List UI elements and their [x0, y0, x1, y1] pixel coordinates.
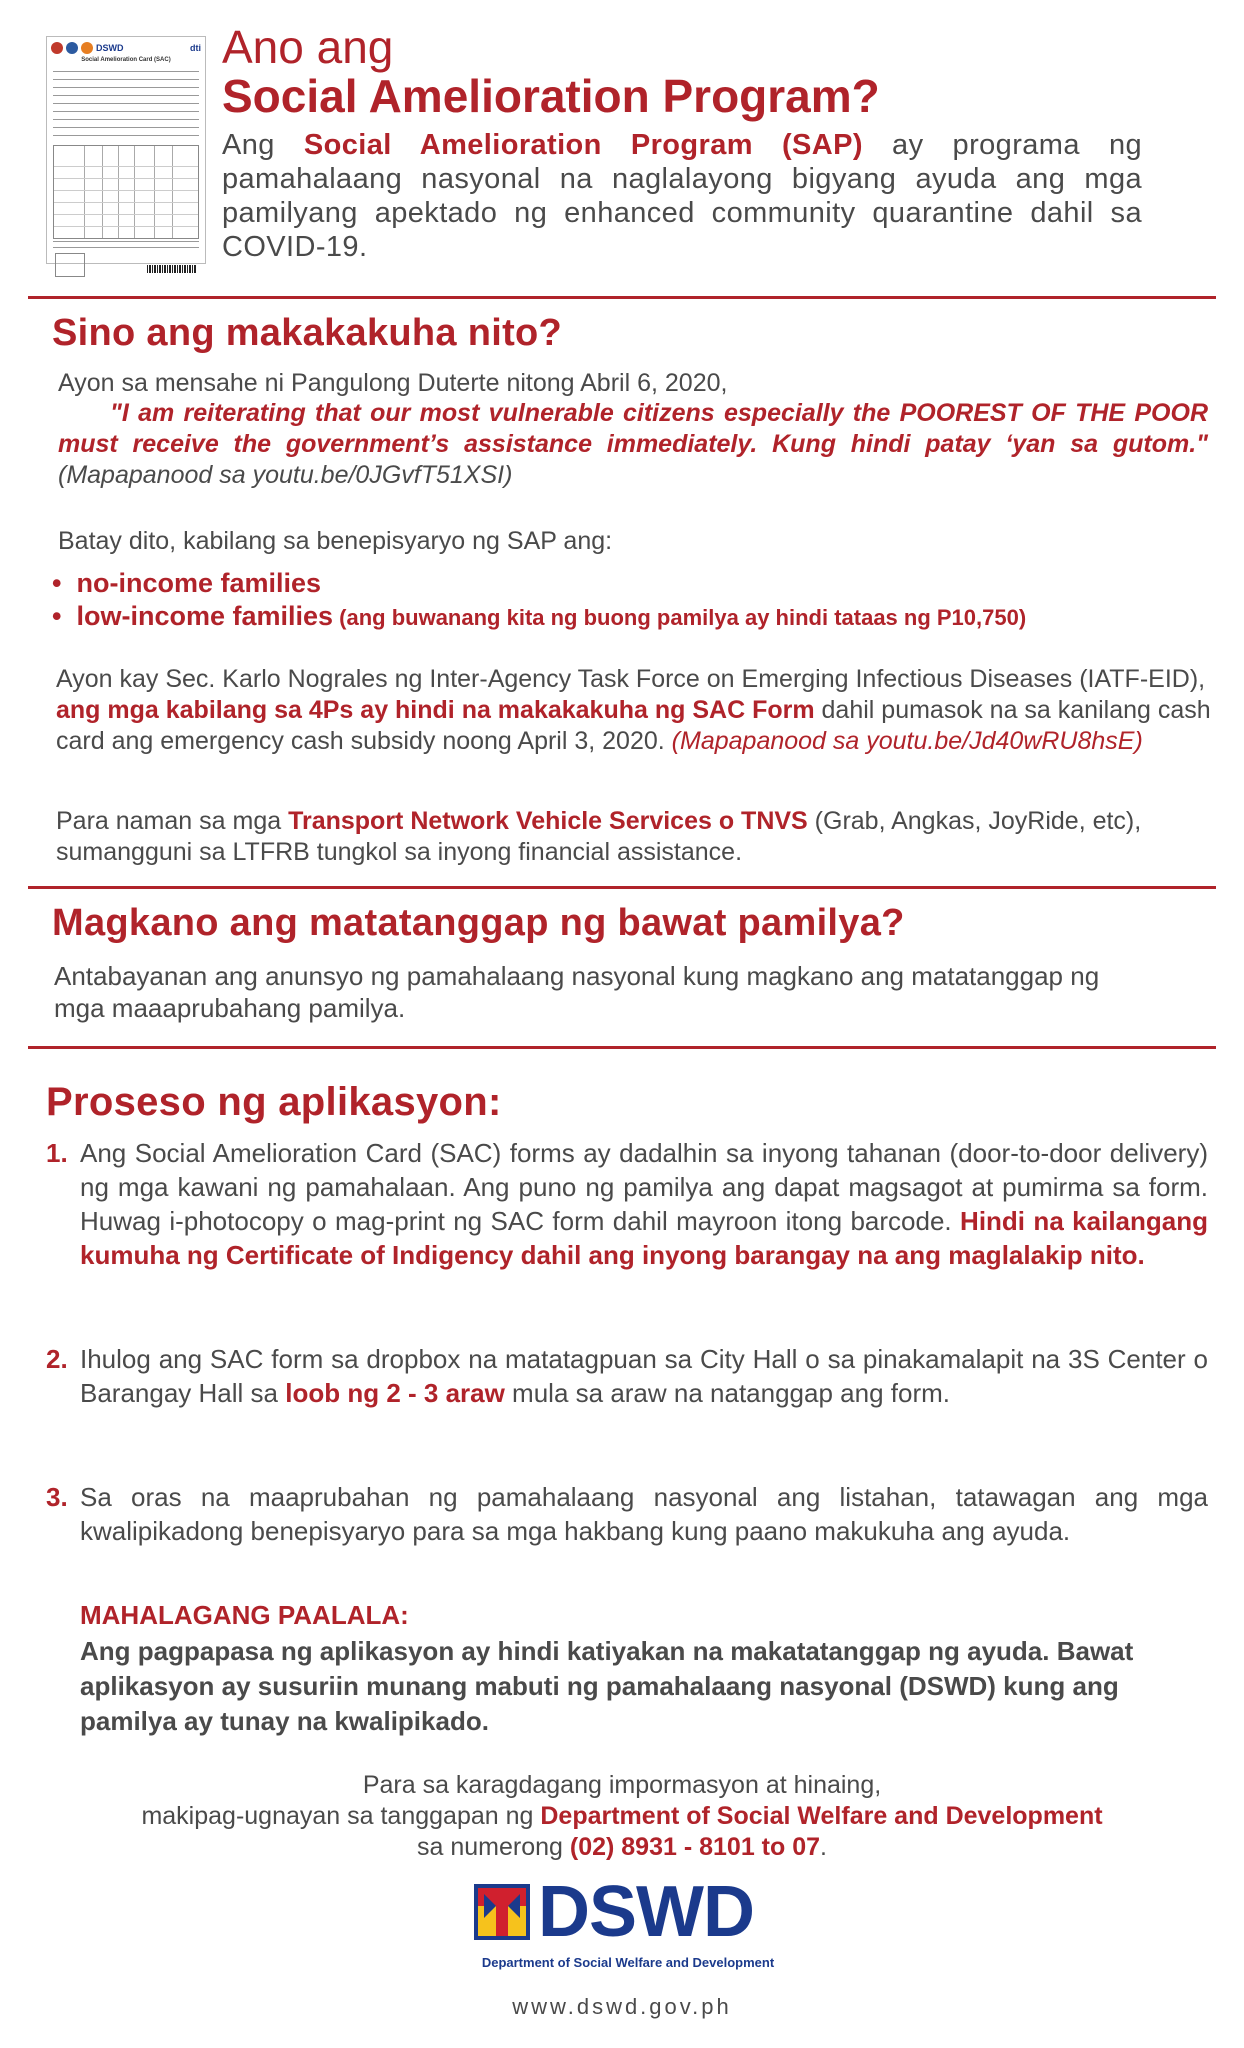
heading-amount: Magkano ang matatanggap ng bawat pamilya? — [52, 902, 905, 944]
nograles-paragraph: Ayon kay Sec. Karlo Nograles ng Inter-Agency Task Force on Emerging Infectious Diseases (IATF-EID), ang mga kabilang sa 4Ps ay hindi na makakakuha ng SAC Form dahil pumasok na sa kanilang cash card ang emergency cash subsidy noong April 3, 2020. (Mapapanood sa youtu.be/Jd40wRU8hsE) — [56, 665, 1211, 755]
intro-paragraph: Ang Social Amelioration Program (SAP) ay programa ng pamahalaang nasyonal na naglalayong bigyang ayuda ang mga pamilyang apektado ng enhanced community quarantine dahil sa COVID-19. — [222, 129, 1143, 263]
dswd-emblem-icon — [474, 1884, 530, 1940]
heading-who: Sino ang makakakuha nito? — [52, 312, 563, 354]
reminder-title: MAHALAGANG PAALALA: — [80, 1600, 409, 1630]
contact-block — [0, 1770, 1244, 1863]
heading-process: Proseso ng aplikasyon: — [46, 1080, 502, 1124]
duterte-quote: "I am reiterating that our most vulnerable citizens especially the POOREST OF THE POOR must receive the government’s assistance immediately. Kung hindi patay ‘yan sa gutom." (Mapapanood sa youtu.be/0JGvfT51XSI) — [58, 399, 1208, 489]
bullet-low-income: • low-income families (ang buwanang kita ng buong pamilya ay hindi tataas ng P10,750) — [52, 601, 1027, 631]
dswd-logo-wordmark: DSWD — [538, 1872, 754, 1952]
divider — [28, 1046, 1216, 1049]
divider — [28, 296, 1216, 299]
page-title-line1: Ano ang — [222, 21, 394, 73]
basis-text: Batay dito, kabilang sa benepisyaryo ng SAP ang: — [58, 527, 613, 555]
step-1-number: 1. — [46, 1138, 68, 1168]
step-2-text: Ihulog ang SAC form sa dropbox na matatagpuan sa City Hall o sa pinakamalapit na 3S Center o Barangay Hall sa loob ng 2 - 3 araw mula sa araw na natanggap ang form. — [80, 1344, 1208, 1408]
tnvs-paragraph: Para naman sa mga Transport Network Vehicle Services o TNVS (Grab, Angkas, JoyRide, etc), sumangguni sa LTFRB tungkol sa inyong financial assistance. — [56, 807, 1142, 866]
website-link[interactable]: www.dswd.gov.ph — [512, 1994, 732, 2019]
seal-icon — [51, 42, 63, 54]
phone-number: (02) 8931 - 8101 to 07 — [569, 1833, 821, 1861]
contact-line-1: Para sa karagdagang impormasyon at hinaing, — [362, 1771, 882, 1799]
divider — [28, 886, 1216, 889]
sac-form-title: Social Amelioration Card (SAC) — [81, 57, 171, 63]
dti-mini-logo: dti — [190, 43, 201, 53]
contact-line-2: makipag-ugnayan sa tanggapan ng Department of Social Welfare and Development — [141, 1802, 1103, 1830]
dswd-mini-logo: DSWD — [96, 43, 124, 53]
seal-icon — [66, 42, 78, 54]
seal-icon — [81, 42, 93, 54]
step-3-number: 3. — [46, 1482, 68, 1512]
page-title-line2: Social Amelioration Program? — [222, 70, 880, 122]
bullet-icon: • — [52, 568, 77, 598]
bullet-icon: • — [52, 601, 77, 631]
step-2-number: 2. — [46, 1344, 68, 1374]
step-3-text: Sa oras na maaprubahan ng pamahalaang nasyonal ang listahan, tatawagan ang mga kwalipikadong benepisyaryo para sa mga hakbang kung paano makukuha ang ayuda. — [80, 1482, 1208, 1546]
sap-term: Social Amelioration Program (SAP) — [303, 129, 863, 161]
reminder-text: Ang pagpapasa ng aplikasyon ay hindi katiyakan na makatatanggap ng ayuda. Bawat aplikasyon ay susuriin munang mabuti ng pamahalaang nasyonal (DSWD) kung ang pamilya ay tunay na kwalipikado. — [80, 1636, 1134, 1736]
sac-form-table — [53, 145, 199, 239]
barcode-icon — [147, 265, 197, 273]
amount-text: Antabayanan ang anunsyo ng pamahalaang nasyonal kung magkano ang matatanggap ng mga maaaprubahang pamilya. — [54, 961, 1100, 1023]
who-intro: Ayon sa mensahe ni Pangulong Duterte nitong Abril 6, 2020, — [58, 369, 728, 397]
contact-line-3: sa numerong (02) 8931 - 8101 to 07. — [417, 1833, 827, 1861]
sac-logos — [51, 41, 201, 55]
dswd-logo-subtitle: Department of Social Welfare and Development — [481, 1955, 775, 1970]
sac-form-thumbnail — [46, 36, 206, 264]
step-1-text: Ang Social Amelioration Card (SAC) forms ay dadalhin sa inyong tahanan (door-to-door delivery) ng mga kawani ng pamahalaan. Ang puno ng pamilya ang dapat magsagot at pumirma sa form. Huwag i-photocopy o mag-print ng SAC form dahil mayroon itong barcode. Hindi na kailangang kumuha ng Certificate of Indigency dahil ang inyong barangay na ang maglalakip nito. — [80, 1138, 1208, 1270]
photo-box — [55, 253, 85, 277]
bullet-no-income: • no-income families — [52, 568, 322, 598]
